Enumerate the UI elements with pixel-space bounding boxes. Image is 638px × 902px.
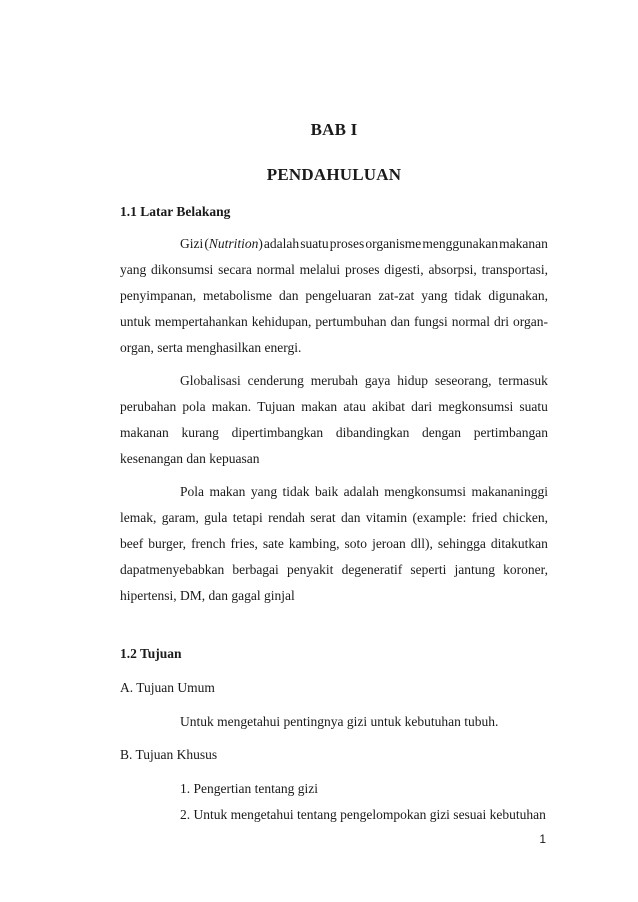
word: pertimbangan	[473, 425, 548, 440]
word: proses	[329, 236, 365, 251]
word: Pola	[180, 484, 205, 499]
word: yang	[421, 288, 448, 303]
word: adalah	[343, 484, 379, 499]
paragraph-line: organ, serta menghasilkan energi.	[120, 340, 302, 355]
word: digunakan,	[488, 288, 548, 303]
word: cenderung	[247, 373, 304, 388]
word: hidup	[397, 373, 429, 388]
word: transportasi,	[481, 262, 548, 277]
word: makan	[209, 484, 246, 499]
word: digesti,	[384, 262, 424, 277]
paragraph-line: kesenangan dan kepuasan	[120, 451, 260, 466]
subheading-tujuan-umum: A. Tujuan Umum	[120, 680, 215, 695]
paragraph-line	[120, 314, 548, 330]
word: baik	[314, 484, 339, 499]
word: absorpsi,	[428, 262, 477, 277]
word: fungsi	[414, 314, 448, 329]
word: metabolisme	[203, 288, 273, 303]
word: tetapi	[232, 510, 263, 525]
word: vitamin	[365, 510, 408, 525]
word: berbagai	[232, 562, 279, 577]
word: tidak	[454, 288, 482, 303]
word: penyakit	[286, 562, 334, 577]
word: pola	[182, 399, 206, 414]
word: seseorang,	[434, 373, 492, 388]
chapter-number: BAB I	[310, 120, 358, 139]
paragraph-line: hipertensi, DM, dan gagal ginjal	[120, 588, 295, 603]
word: garam,	[161, 510, 199, 525]
paragraph-line	[120, 425, 548, 441]
word: dapatmenyebabkan	[120, 562, 225, 577]
word: kehidupan,	[251, 314, 312, 329]
word: dan	[278, 288, 299, 303]
word: pengeluaran	[305, 288, 372, 303]
word: Globalisasi	[180, 373, 241, 388]
word: termasuk	[498, 373, 548, 388]
word: ditakutkan	[490, 536, 548, 551]
word: fries,	[230, 536, 258, 551]
word: dikonsumsi	[151, 262, 214, 277]
tujuan-khusus-item: 2. Untuk mengetahui tentang pengelompokan gizi sesuai kebutuhan	[180, 807, 546, 822]
paragraph-line	[120, 288, 548, 304]
word: chicken,	[502, 510, 548, 525]
word: normal	[451, 314, 490, 329]
word: sehingga	[437, 536, 486, 551]
subheading-tujuan-khusus: B. Tujuan Khusus	[120, 747, 218, 762]
word: adalah	[263, 236, 300, 251]
word: makanan	[120, 425, 169, 440]
word: dari	[411, 399, 433, 414]
word: makan	[301, 399, 338, 414]
word: seperti	[410, 562, 447, 577]
paragraph-line	[180, 484, 548, 500]
word: koroner,	[503, 562, 548, 577]
word: makan.	[211, 399, 252, 414]
paragraph-line	[120, 262, 548, 278]
word: perubahan	[120, 399, 177, 414]
word: mengkonsumsi	[384, 484, 467, 499]
word: yang	[250, 484, 278, 499]
word: zat-zat	[378, 288, 415, 303]
word: mempertahankan	[154, 314, 248, 329]
word: dri	[493, 314, 509, 329]
word: soto	[344, 536, 368, 551]
word: Gizi	[180, 236, 204, 251]
word: gaya	[364, 373, 391, 388]
word: secara	[218, 262, 252, 277]
paragraph-line	[120, 399, 548, 415]
word: Tujuan	[257, 399, 296, 414]
word: akibat	[371, 399, 405, 414]
word: french	[191, 536, 226, 551]
word: makanan	[499, 236, 548, 251]
paragraph-line	[120, 510, 548, 526]
word: (example:	[412, 510, 467, 525]
word: organisme	[365, 236, 422, 251]
word: proses	[344, 262, 380, 277]
word: suatu	[519, 399, 548, 414]
word: melalui	[299, 262, 341, 277]
paragraph-line	[180, 236, 548, 252]
word: (Nutrition)	[204, 236, 263, 251]
paragraph-line	[180, 373, 548, 389]
section-heading-tujuan: 1.2 Tujuan	[120, 646, 182, 661]
tujuan-umum-text: Untuk mengetahui pentingnya gizi untuk kebutuhan tubuh.	[180, 714, 499, 729]
word: dengan	[422, 425, 462, 440]
chapter-title: PENDAHULUAN	[266, 165, 402, 184]
page-number: 1	[539, 832, 546, 846]
word: lemak,	[120, 510, 157, 525]
tujuan-khusus-item: 1. Pengertian tentang gizi	[180, 781, 318, 796]
word: serat	[310, 510, 336, 525]
word: gula	[204, 510, 228, 525]
word: merubah	[310, 373, 358, 388]
word: tidak	[282, 484, 310, 499]
word: yang	[120, 262, 147, 277]
word: dll),	[410, 536, 433, 551]
word: kurang	[181, 425, 219, 440]
paragraph-line	[120, 536, 548, 552]
word: rendah	[268, 510, 305, 525]
word: jeroan	[372, 536, 406, 551]
word: atau	[343, 399, 366, 414]
word: organ-	[512, 314, 548, 329]
word: normal	[256, 262, 295, 277]
word: dan	[341, 510, 361, 525]
word: burger,	[148, 536, 187, 551]
word: degeneratif	[341, 562, 403, 577]
word: untuk	[120, 314, 151, 329]
word: jantung	[454, 562, 496, 577]
word: beef	[120, 536, 144, 551]
word: suatu	[300, 236, 329, 251]
word: menggunakan	[422, 236, 499, 251]
section-heading-latar-belakang: 1.1 Latar Belakang	[120, 204, 231, 219]
word: pertumbuhan	[315, 314, 387, 329]
word: kambing,	[288, 536, 340, 551]
word: makananinggi	[471, 484, 548, 499]
word: dan	[390, 314, 411, 329]
word: dibandingkan	[335, 425, 410, 440]
word: megkonsumsi	[438, 399, 514, 414]
word: penyimpanan,	[120, 288, 197, 303]
word: sate	[262, 536, 284, 551]
word: fried	[471, 510, 498, 525]
paragraph-line	[120, 562, 548, 578]
word: dipertimbangkan	[231, 425, 324, 440]
